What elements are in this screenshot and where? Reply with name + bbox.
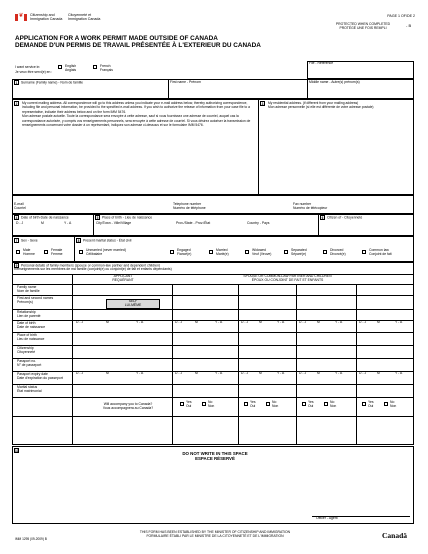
separated-checkbox[interactable] — [284, 250, 288, 254]
protected-label-fr: PROTÉGÉ UNE FOIS REMPLI — [339, 26, 387, 30]
section-3-number: 3 — [261, 102, 264, 106]
dob-input[interactable] — [14, 227, 92, 235]
agency-name-fr: Citoyenneté et Immigration Canada — [68, 13, 101, 22]
accompany-spouse1[interactable] — [180, 401, 235, 413]
accompany-yes-checkbox[interactable] — [302, 402, 306, 406]
accompany-spouse3[interactable] — [302, 401, 352, 413]
self-label: SELF LUI-MÊME — [124, 299, 142, 307]
french-label: French — [100, 64, 111, 68]
file-reference-label: File - Référence — [309, 61, 334, 65]
yes-label: Yes — [186, 400, 192, 404]
oui-label: Oui — [250, 404, 256, 408]
divorce-label: Divorcé(e) — [330, 252, 346, 256]
marie-label: Marié(e) — [216, 252, 229, 256]
row-label-citizenship: Citizenship Citoyenneté — [17, 346, 36, 354]
agency-name-en: Citizenship and Immigration Canada — [30, 13, 63, 22]
accompany-no-checkbox[interactable] — [324, 402, 328, 406]
separe-label: Séparé(e) — [291, 252, 307, 256]
divorced-label: Divorced — [330, 248, 344, 252]
widowed-label: Widowed — [252, 248, 266, 252]
officer-label: Officer - Agent — [316, 516, 338, 520]
sex-female-option[interactable] — [44, 248, 63, 256]
marital-option-unmarried[interactable] — [79, 248, 126, 256]
section-10-number: 10 — [15, 449, 19, 453]
family-members-label: 9 Personal details of family members (spouse or common-law partner and dependent children) — [15, 263, 161, 268]
no-label: No — [390, 400, 395, 404]
accompany-question: Will accompany you to Canada? Vous accompagnera au Canada? — [102, 402, 154, 410]
citizen-input[interactable] — [320, 222, 412, 235]
accompany-yes-checkbox[interactable] — [362, 402, 366, 406]
protected-level: - B — [406, 23, 412, 28]
row-label-marital-status: Marital status État matrimonial — [17, 385, 42, 393]
marital-option-widowed[interactable] — [245, 248, 272, 256]
yes-label: Yes — [308, 400, 314, 404]
engaged-checkbox[interactable] — [170, 250, 174, 254]
non-label: Non — [390, 404, 397, 408]
unmarried-checkbox[interactable] — [79, 250, 83, 254]
spouse-children-header: SPOUSE OR COMMON-LAW PARTNER AND CHILDREN ÉPOUX OU CONJOINT DE FAIT ET ENFANTS — [243, 274, 332, 282]
accompany-yes-checkbox[interactable] — [244, 402, 248, 406]
mailing-address-instructions: My current mailing address. All correspondence will go to this address unless you indicate your e-mail address below, thereby authorizing correspondence, including file and personal information, be provided to the specified e-mail address. If you wish to authorize the release of information from your case file to a representative, indicate their address below and on the form IMM 5476. Mon adresse postale actuelle. Toute la correspondance sera envoyée à cette adresse, sauf si vous fournissez une adresse de courriel, auquel cas la correspondance autorisée, y compris vos renseignements personnels, sera envoyée à cette adresse de courriel. Si vous désirez autoriser la transmission de renseignements concernant votre dossier à un représentant, indiquez son adresse ci-dessous et sur le formulaire IMM 5476. — [22, 101, 251, 128]
oui-label: Oui — [186, 404, 192, 408]
row-label-date-of-birth: Date of birth Date de naissance — [17, 321, 46, 329]
married-checkbox[interactable] — [209, 250, 213, 254]
telephone-input[interactable] — [222, 203, 290, 213]
accompany-no-checkbox[interactable] — [384, 402, 388, 406]
family-members-label-fr: Renseignements sur les membres de ma famille (conjoint(e) ou conjoint(e) de fait et enfants dépendants) — [14, 267, 172, 271]
english-label: English — [65, 64, 77, 68]
male-checkbox[interactable] — [16, 250, 20, 254]
row-label-place-of-birth: Place of birth Lieu de naissance — [17, 333, 45, 341]
yes-label: Yes — [250, 400, 256, 404]
applicant-header: APPLICANT REQUÉRANT — [112, 274, 134, 282]
form-code: IMM 1295 (09-2009) B — [15, 537, 47, 541]
no-label: No — [272, 400, 277, 404]
section-2-number: 2 — [15, 102, 18, 106]
female-label: Female — [51, 248, 63, 252]
form-title-fr: DEMANDE D'UN PERMIS DE TRAVAIL PRÉSENTÉE À L'EXTERIEUR DU CANADA — [15, 42, 261, 49]
unmarried-label: Unmarried (never married) — [86, 248, 126, 252]
accompany-spouse2[interactable] — [244, 401, 294, 413]
veuf-label: Veuf (Veuve) — [252, 252, 272, 256]
office-use-title: DO NOT WRITE IN THIS SPACE ESPACE RÉSERVÉ — [182, 451, 248, 462]
non-label: Non — [272, 404, 279, 408]
anglais-label: Anglais — [65, 68, 77, 72]
pob-city-label: City/Town - Ville/Village — [96, 221, 132, 225]
sex-male-option[interactable] — [16, 248, 35, 256]
residential-address-label: My residential address. (if different from your mailing address) Mon adresse personnelle (si elle est différente de votre adresse postale) — [268, 101, 374, 110]
protected-label-en: PROTECTED WHEN COMPLETED — [335, 22, 391, 26]
middle-name-label: Middle name - Autre(s) prénom(s) — [309, 80, 360, 84]
marital-status-label: 8 Present marital status - État civil — [77, 238, 132, 243]
accompany-spouse4[interactable] — [362, 401, 412, 413]
service-label-fr: Je veux être servi(e) en : — [15, 70, 53, 74]
engaged-label: Engaged — [177, 248, 191, 252]
oui-label: Oui — [308, 404, 314, 408]
family-name-label: 1 Surname (Family name) - Nom de famille — [15, 80, 83, 85]
family-name-input[interactable] — [14, 88, 166, 98]
marital-option-engaged[interactable] — [170, 248, 192, 256]
footer-line-en: THIS FORM HAS BEEN ESTABLISHED BY THE MINISTER OF CITIZENSHIP AND IMMIGRATION — [139, 530, 291, 534]
non-label: Non — [330, 404, 337, 408]
widowed-checkbox[interactable] — [245, 250, 249, 254]
page-number: PAGE 1 OF/DE 2 — [387, 14, 415, 18]
conjoint-de-fait-label: Conjoint de fait — [369, 252, 392, 256]
middle-name-input[interactable] — [309, 88, 412, 98]
dob-label: 4 Date of birth-Date de naissance — [15, 215, 69, 220]
female-checkbox[interactable] — [44, 250, 48, 254]
residential-address-input[interactable] — [260, 112, 412, 194]
mailing-address-input[interactable] — [14, 150, 256, 194]
row-label-passport-no: Passport no. N° de passeport — [17, 359, 42, 367]
service-label-en: I want service in: — [15, 65, 41, 69]
pob-country-label: Country - Pays — [247, 221, 270, 225]
french-checkbox[interactable] — [93, 65, 97, 69]
yes-label: Yes — [368, 400, 374, 404]
francais-label: Français — [100, 68, 114, 72]
oui-label: Oui — [368, 404, 374, 408]
marital-option-common-law[interactable] — [362, 248, 392, 256]
sex-label: 7 Sex - Sexe — [15, 238, 38, 243]
first-name-label: First name - Prénom — [170, 80, 201, 84]
fax-input[interactable] — [340, 203, 412, 213]
row-label-family-name: Family name Nom de famille — [17, 285, 40, 293]
married-label: Married — [216, 248, 228, 252]
marital-option-separated[interactable] — [284, 248, 307, 256]
no-label: No — [208, 400, 213, 404]
fiance-label: Fiancé(e) — [177, 252, 192, 256]
accompany-yes-checkbox[interactable] — [180, 402, 184, 406]
service-english-option[interactable] — [58, 64, 77, 72]
email-input[interactable] — [32, 203, 170, 213]
row-label-first-names: First and second names Prénom(s) — [17, 296, 54, 304]
footer-line-fr: FORMULAIRE ÉTABLI PAR LE MINISTRE DE LA CITOYENNETÉ ET DE L'IMMIGRATION — [146, 534, 284, 538]
common-law-checkbox[interactable] — [362, 250, 366, 254]
form-title-en: APPLICATION FOR A WORK PERMIT MADE OUTSIDE OF CANADA — [15, 35, 218, 42]
femme-label: Femme — [51, 252, 63, 256]
fax-label: Fax number Numéro de télécopieur — [293, 202, 328, 210]
homme-label: Homme — [23, 252, 35, 256]
divorced-checkbox[interactable] — [323, 250, 327, 254]
marital-option-married[interactable] — [209, 248, 229, 256]
no-label: No — [330, 400, 335, 404]
email-label: E-mail Courriel — [14, 202, 26, 210]
accompany-no-checkbox[interactable] — [266, 402, 270, 406]
citizen-label: 6 Citizen of - Citoyenneté — [321, 215, 363, 220]
government-flag-logo: ❦ — [15, 14, 27, 21]
separated-label: Separated — [291, 248, 307, 252]
pob-label: 5 Place of birth - Lieu de naissance — [96, 215, 153, 220]
celibataire-label: Célibataire — [86, 252, 103, 256]
accompany-no-checkbox[interactable] — [202, 402, 206, 406]
first-name-input[interactable] — [170, 88, 305, 98]
common-law-label: Common law — [369, 248, 389, 252]
telephone-label: Telephone number Numéro de téléphone — [173, 202, 206, 210]
canada-wordmark: Canadä — [382, 531, 408, 540]
marital-option-divorced[interactable] — [323, 248, 346, 256]
non-label: Non — [208, 404, 215, 408]
male-label: Male — [23, 248, 31, 252]
pob-input[interactable] — [95, 227, 317, 235]
row-label-passport-expiry: Passport expiry date Date d'expiration du passeport — [17, 372, 63, 380]
english-checkbox[interactable] — [58, 65, 62, 69]
service-french-option[interactable] — [93, 64, 114, 72]
row-label-relationship: Relationship Lien de parenté — [17, 310, 41, 318]
pob-prov-label: Prov./State - Prov./État — [176, 221, 211, 225]
